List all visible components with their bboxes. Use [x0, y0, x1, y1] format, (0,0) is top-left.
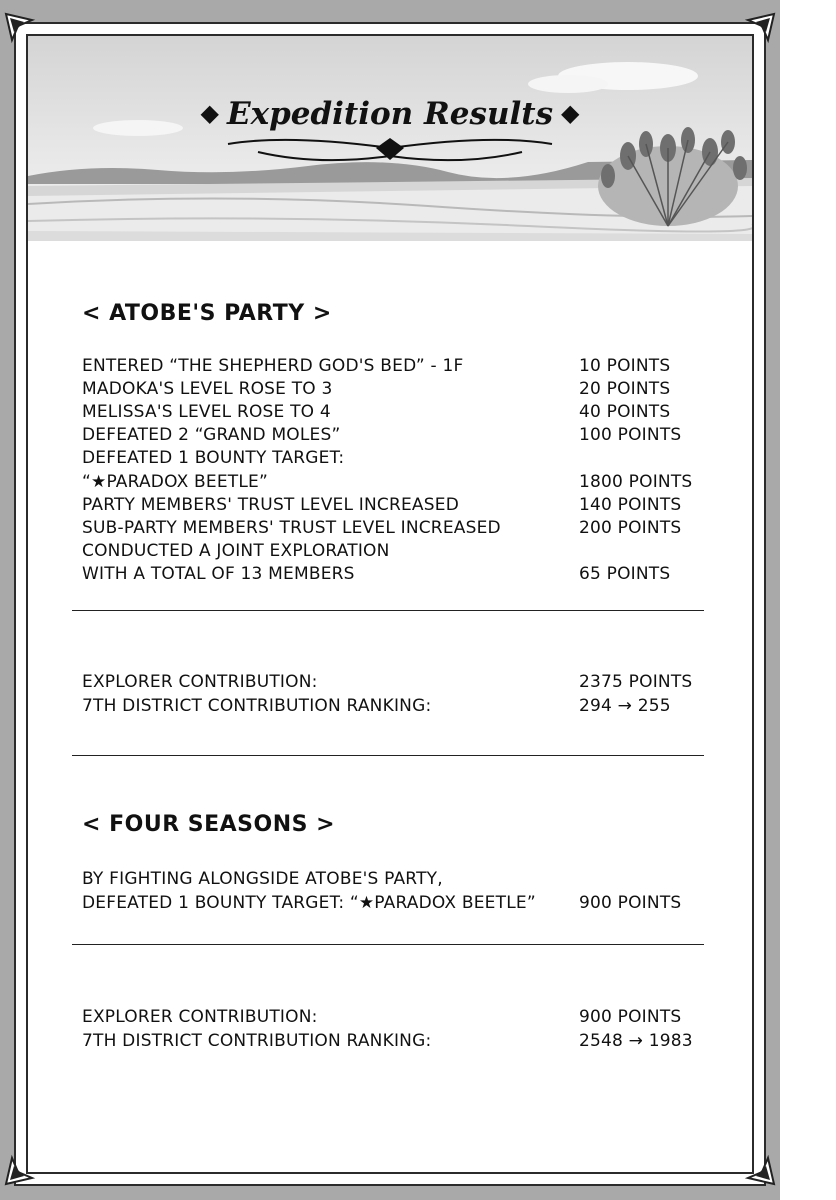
divider [72, 610, 704, 611]
list-item: CONDUCTED A JOINT EXPLORATION [82, 541, 390, 561]
title-text: Expedition Results [226, 96, 554, 132]
corner-ornament-icon [730, 12, 776, 58]
results-frame [14, 22, 766, 1186]
list-item: MELISSA'S LEVEL ROSE TO 4 40 POINTS [82, 402, 671, 422]
corner-ornament-icon [4, 1140, 50, 1186]
corner-ornament-icon [730, 1140, 776, 1186]
landscape-illustration [28, 36, 752, 241]
list-item: DEFEATED 1 BOUNTY TARGET: “★PARADOX BEETLE” 900 POINTS [82, 893, 682, 913]
list-item: DEFEATED 1 BOUNTY TARGET: [82, 448, 345, 468]
list-item: BY FIGHTING ALONGSIDE ATOBE'S PARTY, [82, 869, 443, 889]
list-item: MADOKA'S LEVEL ROSE TO 3 20 POINTS [82, 379, 671, 399]
summary-row: 7TH DISTRICT CONTRIBUTION RANKING: 2548 → 1983 [82, 1031, 693, 1051]
list-item: WITH A TOTAL OF 13 MEMBERS 65 POINTS [82, 564, 671, 584]
summary-row: 7TH DISTRICT CONTRIBUTION RANKING: 294 → 255 [82, 696, 671, 716]
divider [72, 944, 704, 945]
landscape-banner [28, 36, 752, 241]
results-panel [26, 34, 754, 1174]
right-margin [780, 0, 836, 1200]
summary-row: EXPLORER CONTRIBUTION: 2375 POINTS [82, 672, 693, 692]
page-title [28, 96, 752, 132]
diamond-icon: ◆ [561, 98, 580, 127]
list-item: DEFEATED 2 “GRAND MOLES” 100 POINTS [82, 425, 682, 445]
list-item: PARTY MEMBERS' TRUST LEVEL INCREASED 140 POINTS [82, 495, 682, 515]
divider [72, 755, 704, 756]
atobe-party-heading: < ATOBE'S PARTY > [82, 301, 332, 326]
list-item: ENTERED “THE SHEPHERD GOD'S BED” - 1F 10 POINTS [82, 356, 671, 376]
summary-row: EXPLORER CONTRIBUTION: 900 POINTS [82, 1007, 682, 1027]
list-item: “★PARADOX BEETLE” 1800 POINTS [82, 472, 693, 492]
list-item: SUB-PARTY MEMBERS' TRUST LEVEL INCREASED 200 POINTS [82, 518, 682, 538]
corner-ornament-icon [4, 12, 50, 58]
diamond-icon: ◆ [200, 98, 219, 127]
four-seasons-heading: < FOUR SEASONS > [82, 812, 336, 837]
